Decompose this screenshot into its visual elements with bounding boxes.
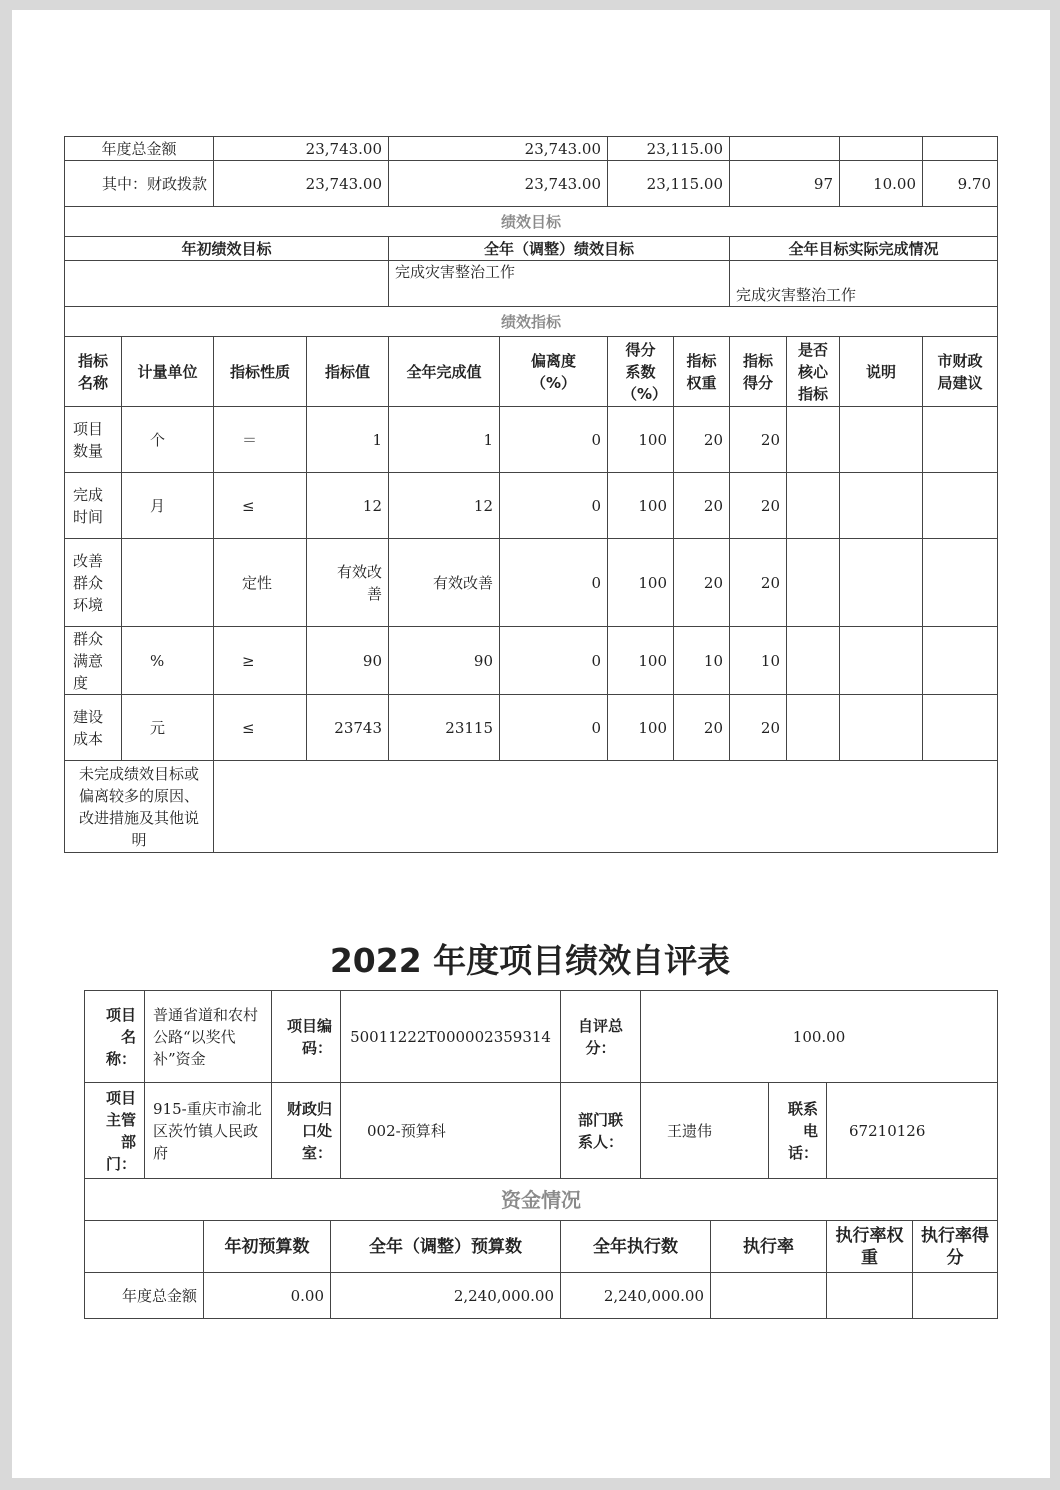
cell: 20 — [674, 539, 730, 627]
table-row — [65, 539, 998, 627]
cell — [840, 695, 923, 761]
cell: 23115 — [389, 695, 500, 761]
project-name-label: 项目名称： — [85, 991, 145, 1083]
cell: 100 — [608, 539, 674, 627]
cell: ≤ — [214, 473, 307, 539]
cell: ≥ — [214, 627, 307, 695]
cell — [840, 473, 923, 539]
cell — [787, 627, 840, 695]
column-header: 年初预算数 — [204, 1221, 331, 1273]
cell: 23,743.00 — [214, 161, 389, 207]
cell: 10.00 — [840, 161, 923, 207]
contact: 王遗伟 — [641, 1083, 769, 1179]
cell: 100 — [608, 695, 674, 761]
cell — [787, 539, 840, 627]
cell: 23,115.00 — [608, 137, 730, 161]
table-row — [85, 1083, 998, 1179]
cell — [923, 137, 998, 161]
self-score: 100.00 — [641, 991, 998, 1083]
cell: 元 — [122, 695, 214, 761]
column-header: 计量单位 — [122, 337, 214, 407]
cell — [840, 539, 923, 627]
column-header: 指标名称 — [65, 337, 122, 407]
project-self-evaluation-table — [84, 990, 998, 1319]
contact-label: 部门联系人： — [561, 1083, 641, 1179]
cell — [923, 473, 998, 539]
goal-actual: 完成灾害整治工作 — [730, 261, 998, 307]
cell: ＝ — [214, 407, 307, 473]
column-header: 全年完成值 — [389, 337, 500, 407]
cell: % — [122, 627, 214, 695]
cell — [730, 137, 840, 161]
column-header: 执行率 — [711, 1221, 827, 1273]
row-label: 年度总金额 — [85, 1273, 204, 1319]
section-heading-funds: 资金情况 — [85, 1179, 998, 1221]
project-code: 50011222T000002359314 — [341, 991, 561, 1083]
cell: 有效改善 — [389, 539, 500, 627]
table-row — [65, 137, 998, 161]
cell: 9.70 — [923, 161, 998, 207]
column-header: 执行率权重 — [827, 1221, 913, 1273]
cell: 1 — [389, 407, 500, 473]
section-heading-goals: 绩效目标 — [65, 207, 998, 237]
column-header: 指标性质 — [214, 337, 307, 407]
table-row — [65, 161, 998, 207]
column-header: 说明 — [840, 337, 923, 407]
phone-label: 联系电话： — [769, 1083, 827, 1179]
column-header: 执行率得分 — [913, 1221, 998, 1273]
cell: 90 — [389, 627, 500, 695]
cell: 20 — [730, 473, 787, 539]
cell: 月 — [122, 473, 214, 539]
cell: 0 — [500, 473, 608, 539]
cell: 97 — [730, 161, 840, 207]
cell: 20 — [730, 407, 787, 473]
indicator-name: 改善群众环境 — [65, 539, 122, 627]
cell: 100 — [608, 407, 674, 473]
goal-initial — [65, 261, 389, 307]
cell: 100 — [608, 627, 674, 695]
cell — [923, 539, 998, 627]
cell: 20 — [674, 473, 730, 539]
row-label: 年度总金额 — [65, 137, 214, 161]
unfinished-reason-value — [214, 761, 998, 853]
indicator-name: 建设成本 — [65, 695, 122, 761]
cell — [122, 539, 214, 627]
column-header: 得分系数（%） — [608, 337, 674, 407]
cell — [787, 473, 840, 539]
dept-label: 项目主管部门： — [85, 1083, 145, 1179]
cell: 0 — [500, 627, 608, 695]
office-label: 财政归口处室： — [272, 1083, 341, 1179]
cell: 20 — [730, 539, 787, 627]
cell: 0.00 — [204, 1273, 331, 1319]
cell: 12 — [307, 473, 389, 539]
unfinished-reason-label: 未完成绩效目标或偏离较多的原因、改进措施及其他说明 — [65, 761, 214, 853]
cell: 个 — [122, 407, 214, 473]
row-label: 其中：财政拨款 — [65, 161, 214, 207]
cell: 10 — [674, 627, 730, 695]
cell: 2,240,000.00 — [331, 1273, 561, 1319]
project-code-label: 项目编码： — [272, 991, 341, 1083]
indicator-name: 项目数量 — [65, 407, 122, 473]
cell: 12 — [389, 473, 500, 539]
cell: 23,115.00 — [608, 161, 730, 207]
cell: 23,743.00 — [389, 137, 608, 161]
indicator-header-row — [65, 337, 998, 407]
cell: 定性 — [214, 539, 307, 627]
table-row — [65, 627, 998, 695]
goal-header-initial: 年初绩效目标 — [65, 237, 389, 261]
column-header: 指标得分 — [730, 337, 787, 407]
cell: 23,743.00 — [389, 161, 608, 207]
cell: 90 — [307, 627, 389, 695]
table-row — [65, 473, 998, 539]
goal-header-adjusted: 全年（调整）绩效目标 — [389, 237, 730, 261]
cell: ≤ — [214, 695, 307, 761]
table-row — [85, 991, 998, 1083]
cell — [923, 695, 998, 761]
dept: 915-重庆市渝北区茨竹镇人民政府 — [145, 1083, 272, 1179]
table-row — [65, 407, 998, 473]
column-header: 全年执行数 — [561, 1221, 711, 1273]
section-heading-indicators: 绩效指标 — [65, 307, 998, 337]
fund-header-row — [85, 1221, 998, 1273]
cell: 20 — [674, 695, 730, 761]
cell — [787, 695, 840, 761]
cell: 0 — [500, 695, 608, 761]
cell: 0 — [500, 539, 608, 627]
cell — [840, 407, 923, 473]
cell — [827, 1273, 913, 1319]
cell: 有效改善 — [307, 539, 389, 627]
column-header: 偏离度（%） — [500, 337, 608, 407]
phone: 67210126 — [827, 1083, 998, 1179]
performance-table-continued — [64, 136, 998, 853]
cell — [840, 627, 923, 695]
cell — [711, 1273, 827, 1319]
page-title: 2022 年度项目绩效自评表 — [329, 941, 731, 980]
cell: 20 — [730, 695, 787, 761]
cell: 20 — [674, 407, 730, 473]
cell — [85, 1221, 204, 1273]
cell — [923, 627, 998, 695]
indicator-name: 完成时间 — [65, 473, 122, 539]
table-row — [65, 695, 998, 761]
cell: 23,743.00 — [214, 137, 389, 161]
office: 002-预算科 — [341, 1083, 561, 1179]
cell — [840, 137, 923, 161]
column-header: 指标权重 — [674, 337, 730, 407]
cell — [913, 1273, 998, 1319]
cell: 10 — [730, 627, 787, 695]
cell: 100 — [608, 473, 674, 539]
column-header: 指标值 — [307, 337, 389, 407]
cell — [923, 407, 998, 473]
indicator-name: 群众满意度 — [65, 627, 122, 695]
goal-header-actual: 全年目标实际完成情况 — [730, 237, 998, 261]
project-name: 普通省道和农村公路“以奖代补”资金 — [145, 991, 272, 1083]
cell: 1 — [307, 407, 389, 473]
cell: 0 — [500, 407, 608, 473]
cell: 2,240,000.00 — [561, 1273, 711, 1319]
goal-adjusted: 完成灾害整治工作 — [389, 261, 730, 307]
column-header: 市财政局建议 — [923, 337, 998, 407]
cell: 23743 — [307, 695, 389, 761]
table-row — [85, 1273, 998, 1319]
column-header: 是否核心指标 — [787, 337, 840, 407]
column-header: 全年（调整）预算数 — [331, 1221, 561, 1273]
cell — [787, 407, 840, 473]
self-score-label: 自评总分： — [561, 991, 641, 1083]
